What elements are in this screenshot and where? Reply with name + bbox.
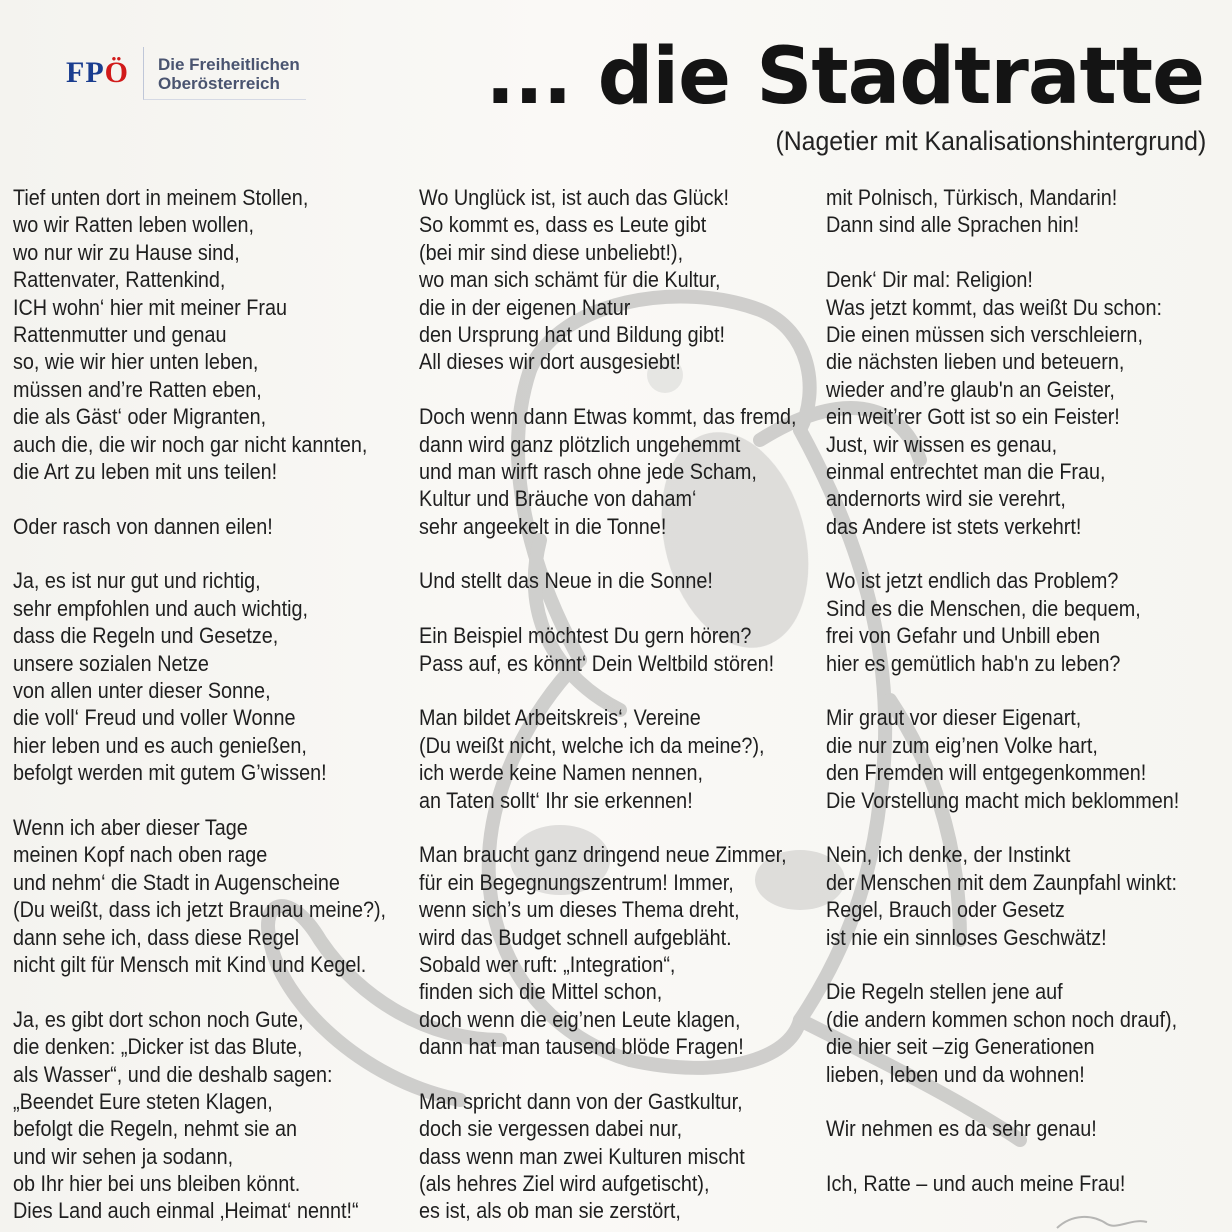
poem-line: die nur zum eig’nen Volke hart, — [826, 732, 1098, 758]
poem-line: und nehm‘ die Stadt in Augenscheine — [13, 869, 340, 895]
poem-line: (Du weißt, dass ich jetzt Braunau meine?), — [13, 897, 387, 923]
poem-line: befolgt werden mit gutem G’wissen! — [13, 760, 327, 786]
poem-line: Wo ist jetzt endlich das Problem? — [826, 568, 1119, 594]
poem-line: befolgt die Regeln, nehmt sie an — [13, 1116, 297, 1142]
stanza-break — [826, 1088, 1179, 1115]
poem-line: wird das Budget schnell aufgebläht. — [419, 924, 732, 950]
poem-line: Wenn ich aber dieser Tage — [13, 814, 248, 840]
poem-column-3 — [826, 184, 1179, 1197]
poem-line: Dies Land auch einmal ‚Heimat‘ nennt!“ — [13, 1198, 359, 1224]
stanza-break — [419, 814, 796, 841]
poem-line: wieder and’re glaub'n an Geister, — [826, 376, 1115, 402]
poem-line: die voll‘ Freud und voller Wonne — [13, 705, 296, 731]
poem-line: Kultur und Bräuche von daham‘ — [419, 486, 697, 512]
poem-line: doch sie vergessen dabei nur, — [419, 1116, 683, 1142]
page-title: ... die Stadtratte — [485, 32, 1204, 122]
poem-line: ein weit’rer Gott ist so ein Feister! — [826, 404, 1120, 430]
poem-line: von allen unter dieser Sonne, — [13, 678, 271, 704]
stanza-break — [826, 951, 1179, 978]
page-subtitle: (Nagetier mit Kanalisationshintergrund) — [775, 126, 1206, 156]
poem-line: (Du weißt nicht, welche ich da meine?), — [419, 732, 765, 758]
poem-line: Sind es die Menschen, die bequem, — [826, 595, 1141, 621]
poem-line: Denk‘ Dir mal: Religion! — [826, 267, 1033, 293]
poem-line: auch die, die wir noch gar nicht kannten, — [13, 431, 368, 457]
logo-text — [143, 47, 306, 100]
stanza-break — [419, 677, 796, 704]
stanza-break — [826, 677, 1179, 704]
poem-line: Man spricht dann von der Gastkultur, — [419, 1088, 743, 1114]
poem-line: Wo Unglück ist, ist auch das Glück! — [419, 185, 729, 210]
poem-line: (bei mir sind diese unbeliebt!), — [419, 239, 684, 265]
poem-line: sehr angeekelt in die Tonne! — [419, 513, 667, 539]
poem-line: der Menschen mit dem Zaunpfahl winkt: — [826, 869, 1178, 895]
stanza-break — [13, 787, 386, 814]
poem-line: „Beendet Eure steten Klagen, — [13, 1088, 273, 1114]
stanza-break — [826, 814, 1179, 841]
poem-line: Man bildet Arbeitskreis‘, Vereine — [419, 705, 701, 731]
poem-line: Regel, Brauch oder Gesetz — [826, 897, 1065, 923]
poem-line: ist nie ein sinnloses Geschwätz! — [826, 924, 1107, 950]
poem-line: nicht gilt für Mensch mit Kind und Kegel. — [13, 951, 367, 977]
poem-line: andernorts wird sie verehrt, — [826, 486, 1066, 512]
stanza-break — [13, 540, 386, 567]
poem-line: einmal entrechtet man die Frau, — [826, 458, 1106, 484]
stanza-break — [419, 376, 796, 403]
poem-line: es ist, als ob man sie zerstört, — [419, 1198, 681, 1224]
poem-line: die nächsten lieben und beteuern, — [826, 349, 1125, 375]
poem-column-2 — [419, 184, 796, 1225]
poem-line: meinen Kopf nach oben rage — [13, 842, 268, 868]
poem-line: ICH wohn‘ hier mit meiner Frau — [13, 294, 287, 320]
stanza-break — [13, 978, 386, 1005]
poem-line: Ja, es ist nur gut und richtig, — [13, 568, 261, 594]
poem-line: das Andere ist stets verkehrt! — [826, 513, 1082, 539]
poem-line: (als hehres Ziel wird aufgetischt), — [419, 1171, 710, 1197]
poem-line: Ja, es gibt dort schon noch Gute, — [13, 1006, 304, 1032]
poem-line: dann sehe ich, dass diese Regel — [13, 924, 300, 950]
poem-line: die Art zu leben mit uns teilen! — [13, 458, 278, 484]
poem-line: hier leben und es auch genießen, — [13, 732, 307, 758]
poem-line: Oder rasch von dannen eilen! — [13, 513, 273, 539]
logo-mark — [66, 56, 143, 90]
poem-line: dass die Regeln und Gesetze, — [13, 623, 279, 649]
poem-line: sehr empfohlen und auch wichtig, — [13, 595, 308, 621]
logo-mark-prefix: FP — [66, 56, 105, 89]
poem-line: wenn sich’s um dieses Thema dreht, — [419, 897, 740, 923]
poem-line: so, wie wir hier unten leben, — [13, 349, 259, 375]
poem-line: Ein Beispiel möchtest Du gern hören? — [419, 623, 752, 649]
poem-line: Ich, Ratte – und auch meine Frau! — [826, 1171, 1126, 1197]
poem-line: wo man sich schämt für die Kultur, — [419, 267, 721, 293]
poem-line: Man braucht ganz dringend neue Zimmer, — [419, 842, 787, 868]
poem-line: die in der eigenen Natur — [419, 294, 631, 320]
poem-line: und man wirft rasch ohne jede Scham, — [419, 458, 757, 484]
poem-line: unsere sozialen Netze — [13, 650, 209, 676]
poem-line: die als Gäst‘ oder Migranten, — [13, 404, 267, 430]
poem-column-1 — [13, 184, 386, 1225]
poem-line: Just, wir wissen es genau, — [826, 431, 1058, 457]
poem-line: den Fremden will entgegenkommen! — [826, 760, 1147, 786]
logo-mark-suffix: Ö — [104, 56, 129, 89]
stanza-break — [419, 595, 796, 622]
poem-line: und wir sehen ja sodann, — [13, 1143, 234, 1169]
poem-line: Doch wenn dann Etwas kommt, das fremd, — [419, 404, 797, 430]
poem-line: Und stellt das Neue in die Sonne! — [419, 568, 713, 594]
poem-line: Was jetzt kommt, das weißt Du schon: — [826, 294, 1162, 320]
poem-line: ob Ihr hier bei uns bleiben könnt. — [13, 1171, 301, 1197]
poem-line: Pass auf, es könnt‘ Dein Weltbild stören! — [419, 650, 775, 676]
poem-line: die hier seit –zig Generationen — [826, 1034, 1095, 1060]
stanza-break — [826, 1143, 1179, 1170]
poem-line: als Wasser“, und die deshalb sagen: — [13, 1061, 333, 1087]
stanza-break — [826, 239, 1179, 266]
party-logo — [66, 42, 306, 104]
poem-line: Die Vorstellung macht mich beklommen! — [826, 787, 1180, 813]
poem-line: Tief unten dort in meinem Stollen, — [13, 185, 309, 210]
signature-scribble — [1052, 1210, 1152, 1232]
stanza-break — [826, 540, 1179, 567]
poem-line: hier es gemütlich hab'n zu leben? — [826, 650, 1121, 676]
poem-line: All dieses wir dort ausgesiebt! — [419, 349, 681, 375]
stanza-break — [419, 540, 796, 567]
poem-line: für ein Begegnungszentrum! Immer, — [419, 869, 734, 895]
poem-line: lieben, leben und da wohnen! — [826, 1061, 1085, 1087]
poem-line: müssen and’re Ratten eben, — [13, 376, 262, 402]
poem-line: dann hat man tausend blöde Fragen! — [419, 1034, 744, 1060]
poem-line: Nein, ich denke, der Instinkt — [826, 842, 1071, 868]
poem-line: Die Regeln stellen jene auf — [826, 979, 1063, 1005]
poem-line: dass wenn man zwei Kulturen mischt — [419, 1143, 745, 1169]
poem-line: finden sich die Mittel schon, — [419, 979, 663, 1005]
poem-line: doch wenn die eig’nen Leute klagen, — [419, 1006, 741, 1032]
poem-line: (die andern kommen schon noch drauf), — [826, 1006, 1178, 1032]
poem-line: an Taten sollt‘ Ihr sie erkennen! — [419, 787, 693, 813]
poem-line: Die einen müssen sich verschleiern, — [826, 321, 1143, 347]
poem-line: Sobald wer ruft: „Integration“, — [419, 951, 676, 977]
poem-line: Rattenvater, Rattenkind, — [13, 267, 226, 293]
poem-line: Rattenmutter und genau — [13, 321, 227, 347]
poem-line: frei von Gefahr und Unbill eben — [826, 623, 1101, 649]
poem-line: So kommt es, dass es Leute gibt — [419, 212, 707, 238]
logo-line-1: Die Freiheitlichen — [158, 54, 300, 74]
poem-line: ich werde keine Namen nennen, — [419, 760, 703, 786]
poem-line: Mir graut vor dieser Eigenart, — [826, 705, 1082, 731]
poem-line: die denken: „Dicker ist das Blute, — [13, 1034, 303, 1060]
poem-line: Dann sind alle Sprachen hin! — [826, 212, 1080, 238]
stanza-break — [13, 485, 386, 512]
logo-line-2: Oberösterreich — [158, 73, 280, 93]
poem-line: dann wird ganz plötzlich ungehemmt — [419, 431, 741, 457]
poem-line: wo wir Ratten leben wollen, — [13, 212, 255, 238]
poem-line: den Ursprung hat und Bildung gibt! — [419, 321, 726, 347]
poem-line: mit Polnisch, Türkisch, Mandarin! — [826, 185, 1118, 210]
stanza-break — [419, 1061, 796, 1088]
poem-line: Wir nehmen es da sehr genau! — [826, 1116, 1097, 1142]
poem-line: wo nur wir zu Hause sind, — [13, 239, 240, 265]
